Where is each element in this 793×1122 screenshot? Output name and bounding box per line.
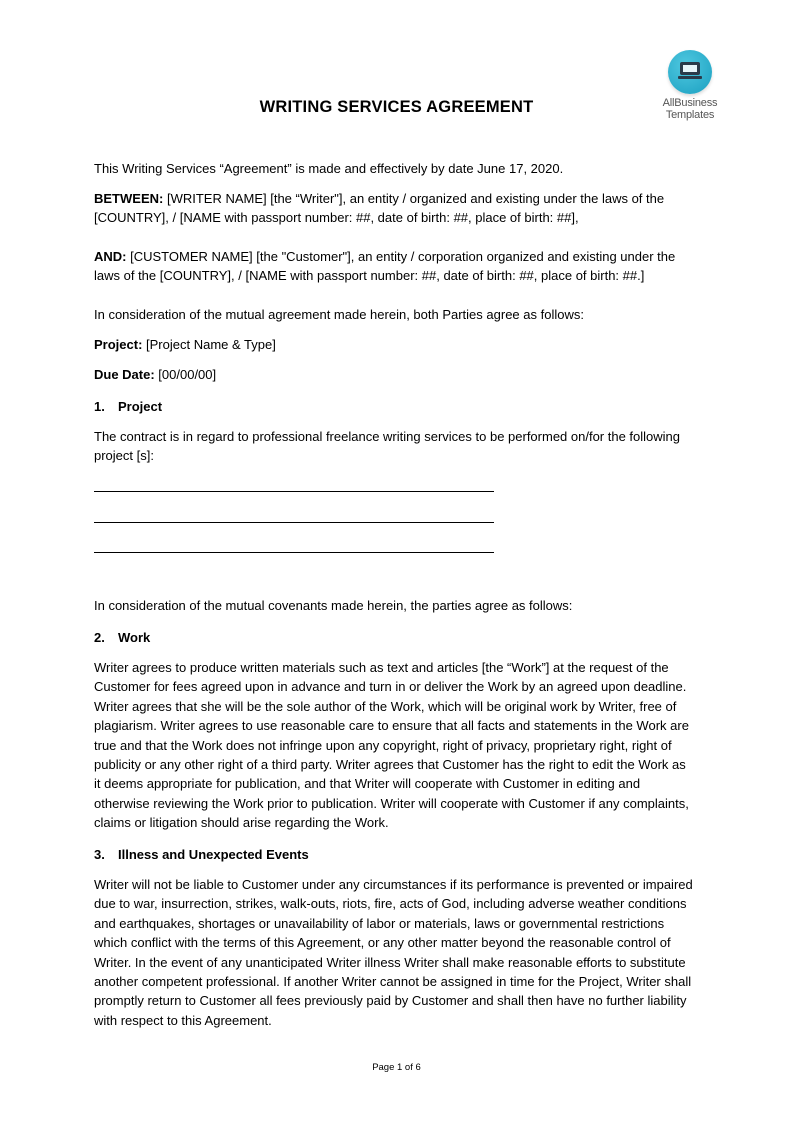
section2-paragraph: Writer agrees to produce written materials such as text and articles [the “Work”] at the request of the Customer for fees agreed upon in advance and turn in or deliver the Work by an agreed upon deadline. Writer agrees that she will be the sole author of the Work, which will be original work by Writer, free of plagiarism. Writer agrees to use reasonable care to ensure that all facts and statements in the Work are true and that the Work does not infringe upon any copyright, right of privacy, proprietary right, right of publicity or any other right of a third party. Writer agrees that Customer has the right to edit the Work as it deems appropriate for publication, and that Writer will cooperate with Customer in editing and otherwise reviewing the Work prior to publication. Writer will cooperate with Customer if any complaints, claims or litigation should arise regarding the Work. <box>94 660 689 831</box>
section-number: 1. <box>94 399 105 414</box>
and-text: [CUSTOMER NAME] [the "Customer"], an entity / corporation organized and existing under the laws of the [COUNTRY], / [NAME with passport number: ##, date of birth: ##, place of birth: ##.] <box>94 249 676 284</box>
section-title: Work <box>118 630 151 645</box>
section-heading-project <box>94 399 162 414</box>
intro-paragraph: This Writing Services “Agreement” is made and effectively by date June 17, 2020. <box>94 161 564 176</box>
section1-paragraph: The contract is in regard to professional freelance writing services to be performed on/for the following project [s]: <box>94 429 681 464</box>
project-value: [Project Name & Type] <box>142 337 276 352</box>
logo-line2: Templates <box>665 109 715 121</box>
and-paragraph <box>94 247 704 286</box>
section-title: Project <box>118 399 163 414</box>
blank-line <box>94 522 494 523</box>
section-heading-illness <box>94 847 309 862</box>
section-number: 2. <box>94 630 105 645</box>
laptop-icon <box>668 50 712 94</box>
page-number: Page 1 of 6 <box>372 1062 421 1073</box>
between-label: BETWEEN: <box>94 191 164 206</box>
due-date-field <box>94 365 704 384</box>
between-paragraph <box>94 189 704 228</box>
document-title: WRITING SERVICES AGREEMENT <box>259 98 534 116</box>
blank-line <box>94 491 494 492</box>
section-number: 3. <box>94 847 105 862</box>
consideration-paragraph-2: In consideration of the mutual covenants made herein, the parties agree as follows: <box>94 598 573 613</box>
logo-line1: AllBusiness <box>662 97 718 109</box>
due-date-value: [00/00/00] <box>154 367 217 382</box>
blank-line <box>94 552 494 553</box>
section3-paragraph: Writer will not be liable to Customer under any circumstances if its performance is prevented or impaired due to war, insurrection, strikes, walk-outs, riots, fire, acts of God, including adverse weather conditions and earthquakes, shortages or unavailability of labor or materials, laws or governmental restrictions which conflict with the terms of this Agreement, or any other matter beyond the reasonable control of Writer. In the event of any unanticipated Writer illness Writer shall make reasonable efforts to substitute another competent professional. If another Writer cannot be assigned in time for the Project, Writer shall promptly return to Customer all fees previously paid by Customer and shall then have no further liability with respect to this Agreement. <box>94 877 693 1028</box>
consideration-paragraph: In consideration of the mutual agreement made herein, both Parties agree as follows: <box>94 307 584 322</box>
and-label: AND: <box>94 249 127 264</box>
project-field <box>94 335 704 354</box>
section-title: Illness and Unexpected Events <box>118 847 309 862</box>
section-heading-work <box>94 630 150 645</box>
project-label: Project: <box>94 337 143 352</box>
due-date-label: Due Date: <box>94 367 155 382</box>
between-text: [WRITER NAME] [the “Writer"], an entity / organized and existing under the laws of the [COUNTRY], / [NAME with passport number: ##, date of birth: ##, place of birth: ##], <box>94 191 665 226</box>
